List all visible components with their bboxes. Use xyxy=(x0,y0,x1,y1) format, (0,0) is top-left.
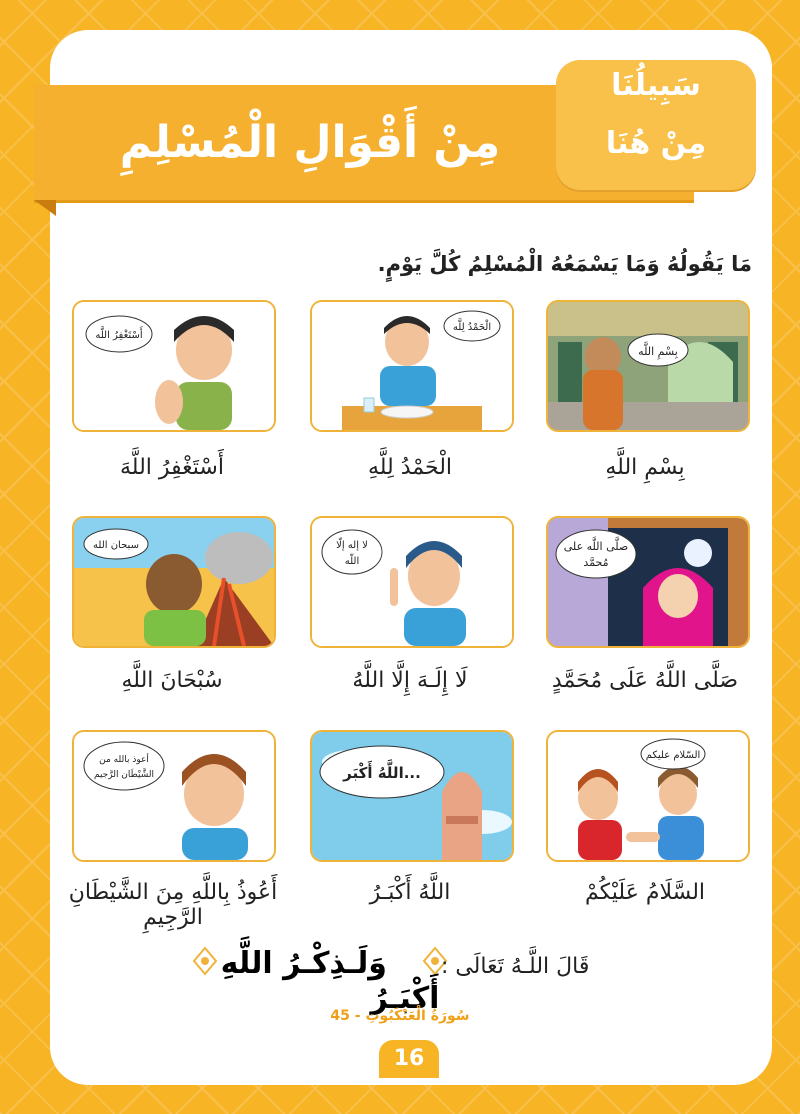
tile-bismillah xyxy=(546,300,750,432)
caption-taawwudh: أَعُوذُ بِاللَّهِ مِنَ الشَّيْطَانِ الرَّجِيمِ xyxy=(68,880,278,930)
tahlil-illustration xyxy=(312,518,512,646)
tile-astaghfirullah xyxy=(72,300,276,432)
bismillah-illustration xyxy=(548,302,748,430)
takbir-illustration xyxy=(312,732,512,860)
tile-takbir xyxy=(310,730,514,862)
tile-subhanallah-bubble: سبحان الله xyxy=(93,540,139,551)
caption-takbir: اللَّهُ أَكْبَـرُ xyxy=(369,880,451,905)
tile-salam-bubble: السّلام عليكم xyxy=(645,750,701,761)
page-number: 16 xyxy=(379,1040,439,1078)
alhamdulillah-illustration xyxy=(312,302,512,430)
series-label-line2: مِنْ هُنَا xyxy=(605,126,707,161)
caption-salawat: صَلَّى اللَّهُ عَلَى مُحَمَّدٍ xyxy=(551,668,739,693)
tile-bismillah-bubble: بِسْمِ اللَّه xyxy=(638,345,678,358)
subhanallah-illustration xyxy=(74,518,274,646)
verse-line xyxy=(190,946,620,1016)
tile-subhanallah xyxy=(72,516,276,648)
caption-subhanallah: سُبْحَانَ اللَّهِ xyxy=(121,668,223,693)
tile-tahlil-bubble-line1: لا إله إلّا xyxy=(336,540,368,551)
ribbon-fold-left xyxy=(34,200,56,216)
tile-tahlil xyxy=(310,516,514,648)
page-title: مِنْ أَقْوَالِ الْمُسْلِمِ xyxy=(119,117,501,168)
tile-tahlil-bubble-line2: اللّه xyxy=(344,556,360,567)
salawat-illustration xyxy=(548,518,748,646)
intro-text: مَا يَقُولُهُ وَمَا يَسْمَعُهُ الْمُسْلِمُ كُلَّ يَوْمٍ. xyxy=(377,252,752,276)
verse-prefix: قَالَ اللَّـهُ تَعَالَى : xyxy=(440,954,590,979)
verse-text: وَلَـذِكْـرُ اللَّهِ أَكْبَـرُ xyxy=(220,946,440,1016)
verse-reference: سُورَةُ الْعَنْكَبُوتِ - 45 xyxy=(330,1008,470,1024)
astaghfirullah-illustration xyxy=(74,302,274,430)
caption-astaghfirullah: أَسْتَغْفِرُ اللَّهَ xyxy=(120,455,224,480)
caption-alhamdulillah: الْحَمْدُ لِلَّهِ xyxy=(367,455,453,480)
tile-salam xyxy=(546,730,750,862)
tile-salawat xyxy=(546,516,750,648)
tile-salawat-bubble-line1: صلَّى اللَّه على xyxy=(563,540,629,553)
tile-taawwudh-bubble-line1: أعوذ بالله من xyxy=(99,755,149,765)
tile-takbir-bubble: اللَّهُ أَكْبَر... xyxy=(343,764,421,782)
caption-salam: السَّلَامُ عَلَيْكُمْ xyxy=(584,880,706,905)
caption-bismillah: بِسْمِ اللَّهِ xyxy=(605,455,685,480)
taawwudh-illustration xyxy=(74,732,274,860)
tile-alhamdulillah-bubble: الْحَمْدُ لِلَّه xyxy=(452,322,492,333)
tile-taawwudh xyxy=(72,730,276,862)
salam-illustration xyxy=(548,732,748,860)
series-label-box xyxy=(556,60,756,190)
tile-taawwudh-bubble-line2: الشَّيْطَان الرَّجيم xyxy=(93,770,155,780)
series-label-line1: سَبِيلُنَا xyxy=(611,68,701,103)
tile-salawat-bubble-line2: مُحمَّد xyxy=(583,556,609,569)
caption-tahlil: لَا إِلَـهَ إِلَّا اللَّهُ xyxy=(352,668,468,693)
tile-astaghfirullah-bubble: أَسْتَغْفِرُ اللَّه xyxy=(95,330,143,341)
tile-alhamdulillah xyxy=(310,300,514,432)
